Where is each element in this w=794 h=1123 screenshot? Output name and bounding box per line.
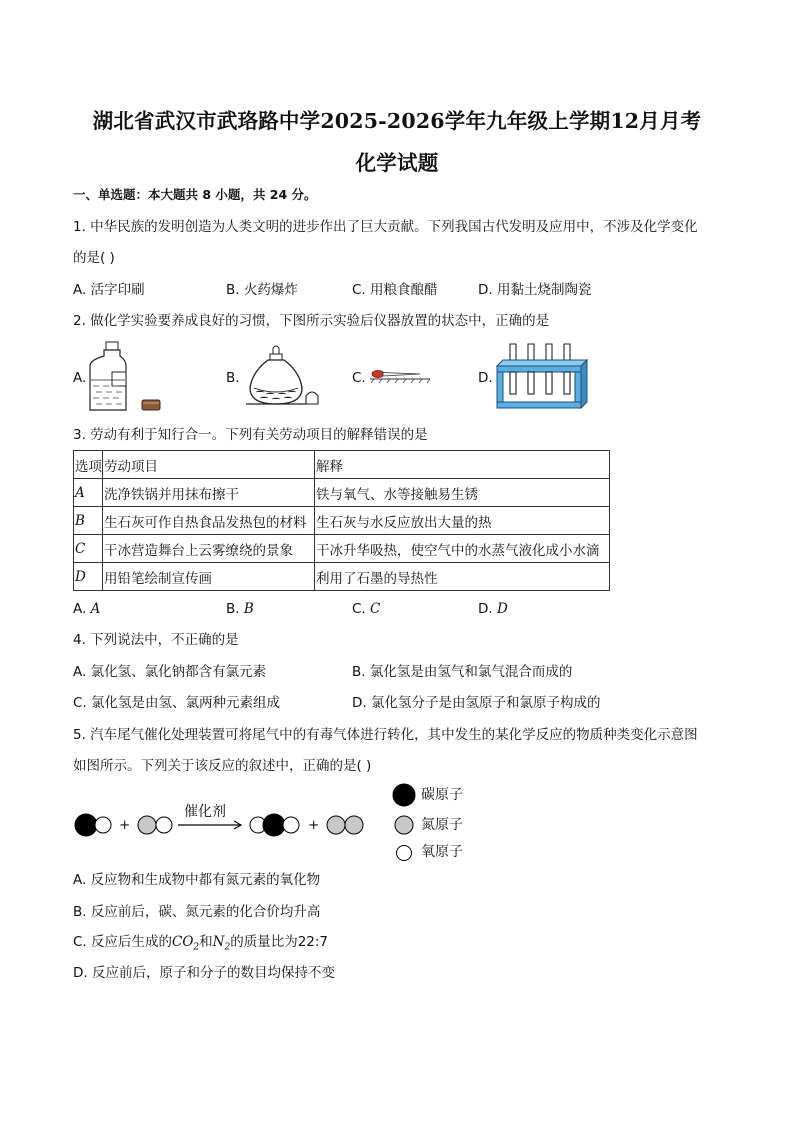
table-cell-option: D bbox=[74, 563, 103, 591]
q1-option-d[interactable]: D. 用黏土烧制陶瓷 bbox=[478, 282, 592, 298]
option-text: C. 反应后生成的 bbox=[73, 934, 173, 950]
q4-option-c[interactable]: C. 氯化氢是由氢、氯两种元素组成 bbox=[73, 695, 281, 711]
q3-option-a[interactable] bbox=[73, 600, 100, 618]
q5-option-a[interactable]: A. 反应物和生成物中都有氮元素的氧化物 bbox=[73, 872, 321, 888]
legend-nitrogen: 氮原子 bbox=[421, 817, 463, 833]
atom-legend-icons bbox=[392, 782, 418, 862]
formula-n2: N bbox=[212, 934, 225, 950]
reaction-arrow bbox=[178, 821, 241, 829]
legend-oxygen: 氧原子 bbox=[421, 844, 463, 860]
q5-option-b[interactable]: B. 反应前后，碳、氮元素的化合价均升高 bbox=[73, 904, 321, 920]
product-co2-molecule bbox=[250, 814, 299, 836]
option-text: 的质量比为22:7 bbox=[230, 934, 329, 950]
dropper-image bbox=[368, 368, 434, 384]
table-row bbox=[74, 507, 610, 535]
option-letter: A bbox=[90, 601, 101, 617]
table-row bbox=[74, 479, 610, 507]
table-header-cell: 选项 bbox=[74, 451, 103, 479]
q1-stem-line1: 1. 中华民族的发明创造为人类文明的进步作出了巨大贡献。下列我国古代发明及应用中，不涉及化学变化 bbox=[73, 219, 698, 235]
reagent-bottle-image bbox=[86, 340, 166, 414]
table-cell-explanation: 铁与氧气、水等接触易生锈 bbox=[315, 479, 610, 507]
q5-option-c[interactable] bbox=[73, 933, 328, 957]
q4-stem: 4. 下列说法中，不正确的是 bbox=[73, 632, 239, 648]
legend-carbon: 碳原子 bbox=[421, 787, 463, 803]
q1-option-a[interactable]: A. 活字印刷 bbox=[73, 282, 145, 298]
q5-option-d[interactable]: D. 反应前后，原子和分子的数目均保持不变 bbox=[73, 965, 335, 981]
option-label: B. bbox=[226, 601, 244, 617]
exam-title: 湖北省武汉市武珞路中学2025-2026学年九年级上学期12月月考 bbox=[92, 109, 702, 133]
alcohol-lamp-image bbox=[240, 344, 330, 408]
table-header-cell: 劳动项目 bbox=[103, 451, 315, 479]
reactant-no-molecule bbox=[138, 816, 172, 834]
table-row bbox=[74, 563, 610, 591]
q2-stem: 2. 做化学实验要养成良好的习惯，下图所示实验后仪器放置的状态中，正确的是 bbox=[73, 313, 550, 329]
oxygen-atom-icon bbox=[397, 846, 412, 861]
table-row bbox=[74, 535, 610, 563]
table-header-row bbox=[74, 451, 610, 479]
q3-stem: 3. 劳动有利于知行合一。下列有关劳动项目的解释错误的是 bbox=[73, 427, 428, 443]
table-header-cell: 解释 bbox=[315, 451, 610, 479]
exam-subtitle: 化学试题 bbox=[355, 151, 439, 175]
formula-co2: CO bbox=[172, 934, 194, 950]
table-cell-option: A bbox=[74, 479, 103, 507]
test-tube-rack-image bbox=[493, 340, 588, 412]
reactant-co-molecule bbox=[75, 814, 111, 836]
table-cell-project: 生石灰可作自热食品发热包的材料 bbox=[103, 507, 315, 535]
table-cell-explanation: 利用了石墨的导热性 bbox=[315, 563, 610, 591]
catalyst-label: 催化剂 bbox=[184, 804, 226, 820]
table-cell-option: C bbox=[74, 535, 103, 563]
q4-option-a[interactable]: A. 氯化氢、氯化钠都含有氯元素 bbox=[73, 664, 267, 680]
q1-stem-line2: 的是( ) bbox=[73, 250, 115, 266]
table-cell-project: 干冰营造舞台上云雾缭绕的景象 bbox=[103, 535, 315, 563]
q3-option-c[interactable] bbox=[352, 600, 380, 618]
table-cell-explanation: 干冰升华吸热，使空气中的水蒸气液化成小水滴 bbox=[315, 535, 610, 563]
q3-option-d[interactable] bbox=[478, 600, 508, 618]
section-heading: 一、单选题：本大题共 8 小题，共 24 分。 bbox=[73, 187, 317, 202]
option-label: C. bbox=[352, 601, 371, 617]
option-letter: D bbox=[496, 601, 508, 617]
q2-option-d[interactable]: D. bbox=[478, 370, 493, 386]
q2-option-a[interactable]: A. bbox=[73, 370, 87, 386]
table-cell-project: 用铅笔绘制宣传画 bbox=[103, 563, 315, 591]
q3-table bbox=[73, 450, 610, 591]
product-n2-molecule bbox=[327, 816, 363, 834]
q3-option-b[interactable] bbox=[226, 600, 254, 618]
q4-option-d[interactable]: D. 氯化氢分子是由氢原子和氯原子构成的 bbox=[352, 695, 601, 711]
option-text: 和 bbox=[199, 934, 213, 950]
option-letter: B bbox=[243, 601, 254, 617]
option-label: D. bbox=[478, 601, 497, 617]
table-cell-project: 洗净铁锅并用抹布擦干 bbox=[103, 479, 315, 507]
subscript: 2 bbox=[224, 942, 231, 953]
nitrogen-atom-icon bbox=[395, 816, 413, 834]
q1-option-b[interactable]: B. 火药爆炸 bbox=[226, 282, 298, 298]
plus-sign: + bbox=[119, 817, 131, 833]
carbon-atom-icon bbox=[393, 784, 415, 806]
q4-option-b[interactable]: B. 氯化氢是由氢气和氯气混合而成的 bbox=[352, 664, 573, 680]
q2-option-c[interactable]: C. bbox=[352, 370, 366, 386]
option-label: A. bbox=[73, 601, 91, 617]
table-cell-explanation: 生石灰与水反应放出大量的热 bbox=[315, 507, 610, 535]
table-cell-option: B bbox=[74, 507, 103, 535]
subscript: 2 bbox=[193, 942, 200, 953]
q5-stem-line2: 如图所示。下列关于该反应的叙述中，正确的是( ) bbox=[73, 758, 372, 774]
q5-stem-line1: 5. 汽车尾气催化处理装置可将尾气中的有毒气体进行转化，其中发生的某化学反应的物质种类变化示意图 bbox=[73, 727, 698, 743]
plus-sign: + bbox=[308, 817, 320, 833]
q1-option-c[interactable]: C. 用粮食酿醋 bbox=[352, 282, 438, 298]
q2-option-b[interactable]: B. bbox=[226, 370, 240, 386]
option-letter: C bbox=[370, 601, 381, 617]
